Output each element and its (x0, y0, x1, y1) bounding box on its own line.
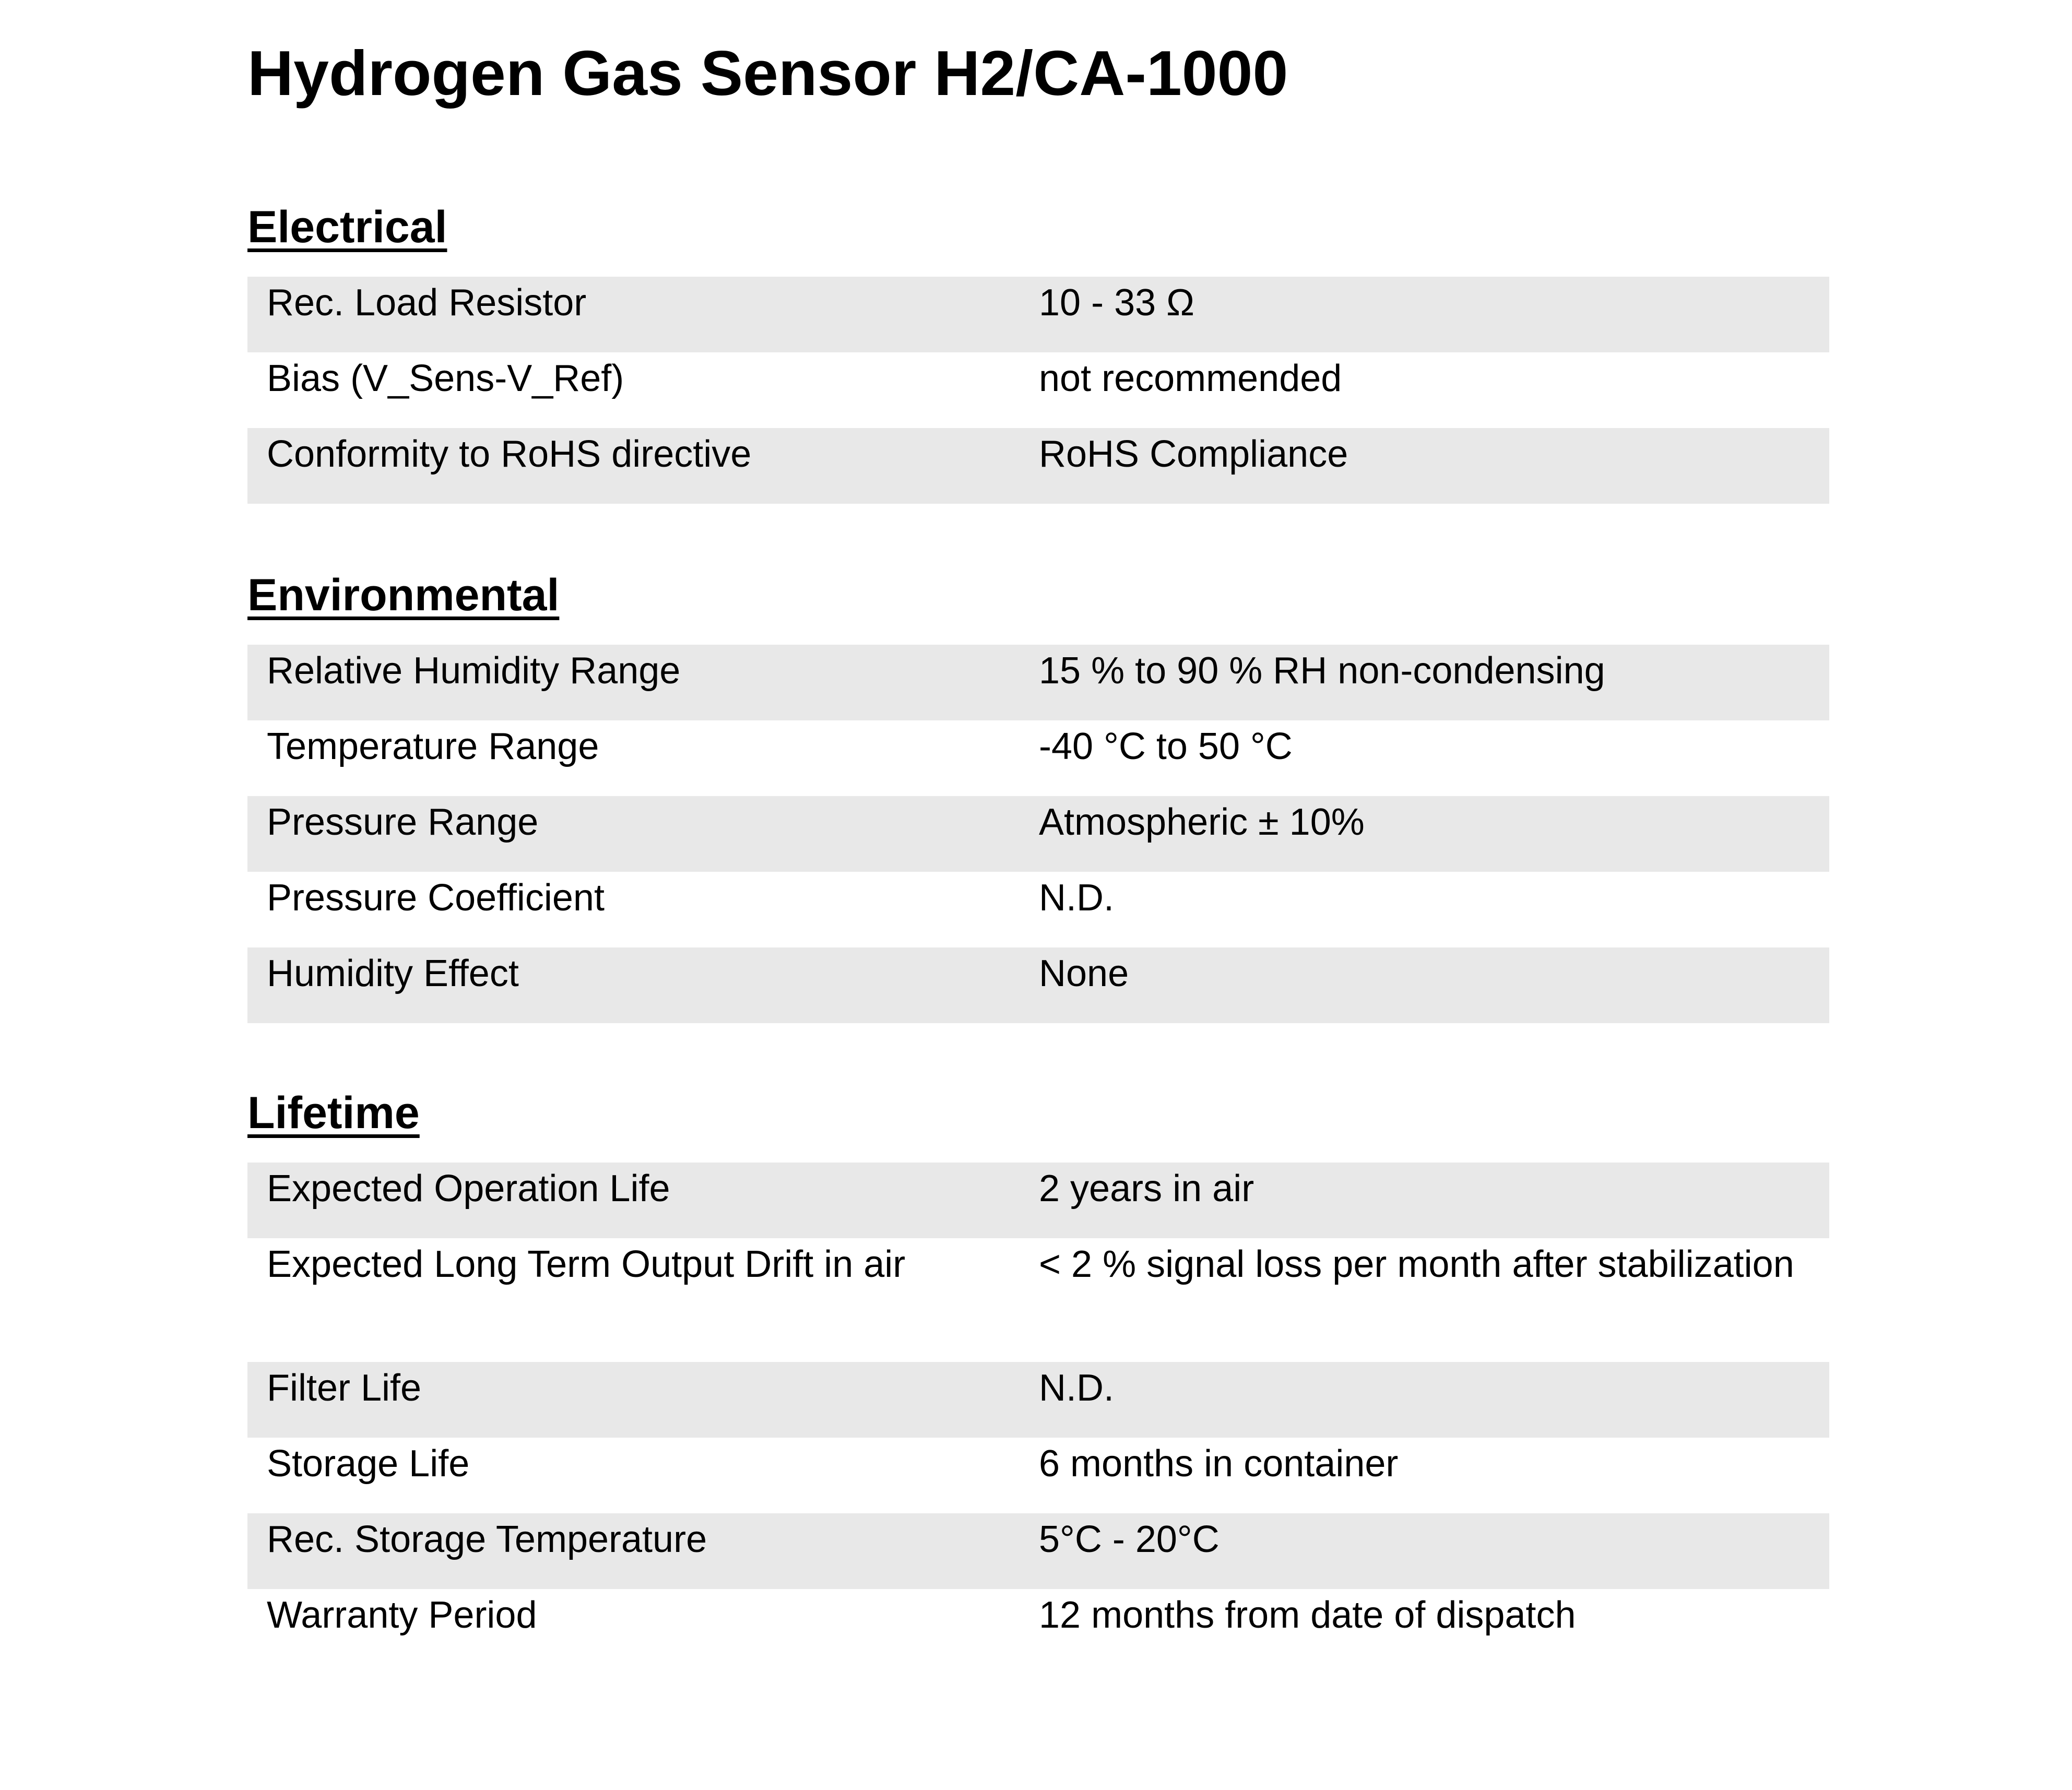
spec-row (247, 872, 1829, 947)
spec-label: Pressure Range (267, 801, 539, 843)
spec-row (247, 277, 1829, 352)
lifetime-spec-table (247, 1163, 1829, 1665)
document-title: Hydrogen Gas Sensor H2/CA-1000 (247, 38, 1288, 109)
electrical-spec-table (247, 277, 1829, 504)
spec-row (247, 1438, 1829, 1513)
spec-value: 12 months from date of dispatch (1039, 1594, 1576, 1636)
spec-row (247, 352, 1829, 428)
spec-row (247, 645, 1829, 720)
spec-value: 6 months in container (1039, 1443, 1399, 1485)
section-lifetime (247, 1084, 1829, 1665)
spec-value: 2 years in air (1039, 1168, 1254, 1210)
section-heading-lifetime: Lifetime (247, 1088, 420, 1138)
spec-row (247, 1513, 1829, 1589)
spec-row (247, 796, 1829, 872)
section-heading-electrical: Electrical (247, 202, 447, 252)
spec-value: < 2 % signal loss per month after stabilization (1039, 1243, 1794, 1285)
spec-label: Relative Humidity Range (267, 650, 681, 692)
spec-label: Conformity to RoHS directive (267, 433, 752, 475)
section-electrical (247, 198, 1829, 504)
spec-label: Bias (V_Sens-V_Ref) (267, 358, 624, 399)
spec-value: 10 - 33 Ω (1039, 282, 1194, 324)
spec-label: Expected Operation Life (267, 1168, 670, 1210)
spec-row (247, 720, 1829, 796)
spec-label: Temperature Range (267, 726, 599, 767)
spec-row (247, 428, 1829, 504)
spec-row (247, 1238, 1829, 1362)
spec-value: -40 °C to 50 °C (1039, 726, 1293, 767)
section-heading-environmental: Environmental (247, 570, 560, 620)
spec-label: Rec. Storage Temperature (267, 1519, 707, 1560)
spec-value: N.D. (1039, 1367, 1114, 1409)
spec-label: Warranty Period (267, 1594, 537, 1636)
spec-value: None (1039, 953, 1129, 994)
spec-value: N.D. (1039, 877, 1114, 919)
section-environmental (247, 566, 1829, 1023)
spec-row (247, 947, 1829, 1023)
spec-value: 5°C - 20°C (1039, 1519, 1219, 1560)
spec-row (247, 1163, 1829, 1238)
spec-value: Atmospheric ± 10% (1039, 801, 1365, 843)
spec-label: Humidity Effect (267, 953, 519, 994)
spec-label: Expected Long Term Output Drift in air (267, 1243, 906, 1285)
spec-row (247, 1589, 1829, 1665)
spec-label: Storage Life (267, 1443, 470, 1485)
spec-label: Pressure Coefficient (267, 877, 605, 919)
spec-label: Filter Life (267, 1367, 422, 1409)
spec-label: Rec. Load Resistor (267, 282, 587, 324)
environmental-spec-table (247, 645, 1829, 1023)
spec-value: RoHS Compliance (1039, 433, 1348, 475)
spec-value: 15 % to 90 % RH non-condensing (1039, 650, 1605, 692)
spec-row (247, 1362, 1829, 1438)
spec-value: not recommended (1039, 358, 1342, 399)
